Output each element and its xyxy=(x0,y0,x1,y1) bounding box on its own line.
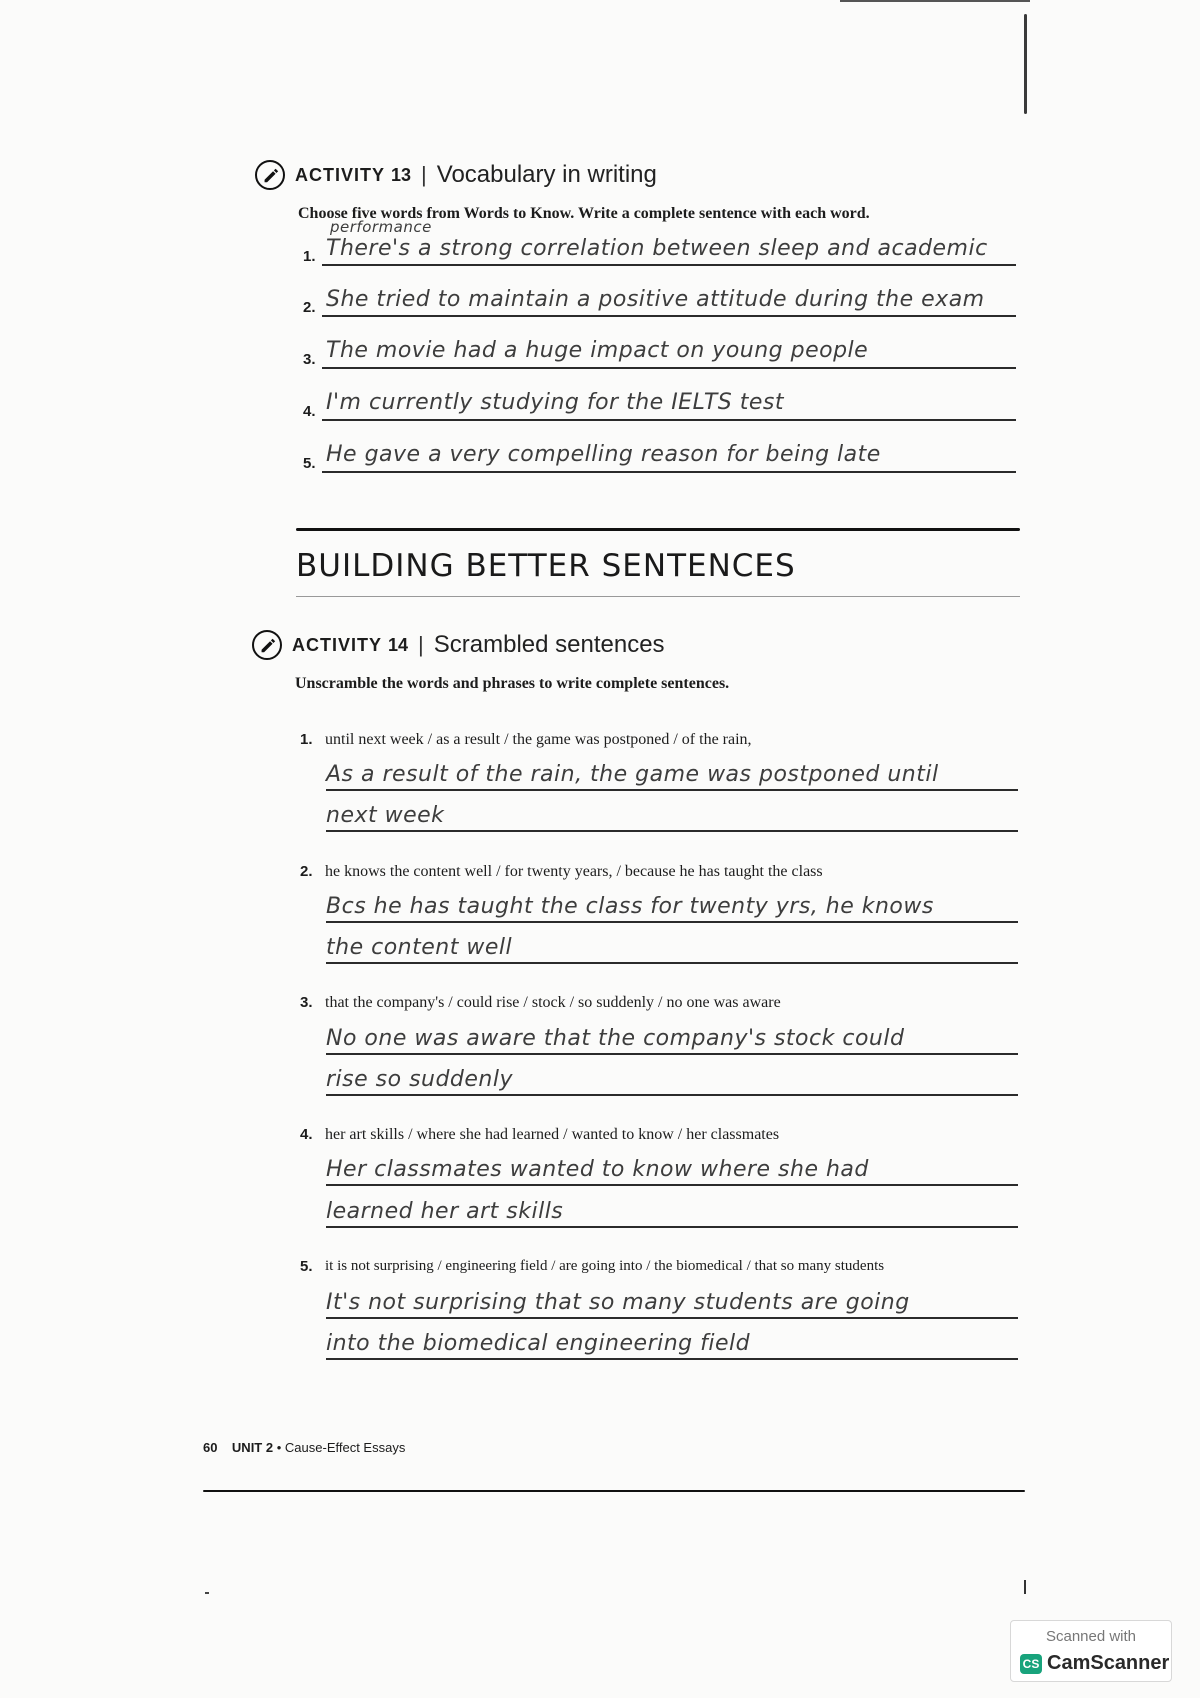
camscanner-brand: CamScanner xyxy=(1047,1652,1170,1674)
answer-text: Bcs he has taught the class for twenty yrs, he knows xyxy=(326,894,934,919)
page-edge-right xyxy=(1024,14,1027,114)
answer-text: As a result of the rain, the game was postponed until xyxy=(326,762,939,787)
answer-line xyxy=(326,962,1018,964)
answer-line xyxy=(326,921,1018,923)
answer-line xyxy=(322,264,1016,266)
answer-text: I'm currently studying for the IELTS test xyxy=(326,390,784,415)
page-footer xyxy=(203,1440,405,1455)
answer-line xyxy=(322,419,1016,421)
item-number: 2. xyxy=(300,863,313,880)
activity-title: Scrambled sentences xyxy=(433,631,665,658)
camscanner-badge xyxy=(1010,1620,1172,1682)
answer-line xyxy=(326,789,1018,791)
section-bottom-rule xyxy=(296,596,1020,597)
item-number: 2. xyxy=(303,299,316,316)
handwritten-annotation: performance xyxy=(330,218,432,236)
section-top-rule xyxy=(296,528,1020,531)
pencil-icon xyxy=(255,160,285,190)
scramble-prompt: her art skills / where she had learned / wanted to know / her classmates xyxy=(325,1126,780,1143)
activity-number: 14 xyxy=(388,634,409,655)
answer-line xyxy=(326,1226,1018,1228)
activity-13-instructions: Choose five words from Words to Know. Write a complete sentence with each word. xyxy=(298,205,870,222)
answer-text: learned her art skills xyxy=(326,1199,564,1224)
camscanner-logo-icon: CS xyxy=(1020,1654,1042,1674)
answer-text: No one was aware that the company's stock could xyxy=(326,1026,905,1051)
section-heading: BUILDING BETTER SENTENCES xyxy=(296,548,796,584)
answer-line xyxy=(322,471,1016,473)
page-number: 60 xyxy=(203,1440,218,1455)
unit-label: UNIT 2 xyxy=(231,1440,274,1455)
scanned-with-label: Scanned with xyxy=(1045,1628,1137,1645)
answer-line xyxy=(326,1053,1018,1055)
scramble-prompt: that the company's / could rise / stock / so suddenly / no one was aware xyxy=(325,994,781,1011)
item-number: 4. xyxy=(303,403,316,420)
answer-line xyxy=(322,367,1016,369)
answer-line xyxy=(322,315,1016,317)
answer-text: Her classmates wanted to know where she had xyxy=(326,1157,869,1182)
page-edge-right-mark xyxy=(1024,1580,1026,1594)
footer-rule xyxy=(203,1490,1025,1492)
answer-text: rise so suddenly xyxy=(326,1067,514,1092)
activity-label: ACTIVITY xyxy=(292,634,383,655)
activity-13-header xyxy=(255,160,657,190)
answer-line xyxy=(326,830,1018,832)
activity-title: Vocabulary in writing xyxy=(436,161,657,188)
footer-dot: • xyxy=(276,1440,282,1455)
answer-text: He gave a very compelling reason for being late xyxy=(326,442,881,467)
unit-title: Cause-Effect Essays xyxy=(284,1440,406,1455)
scramble-prompt: he knows the content well / for twenty years, / because he has taught the class xyxy=(325,863,823,880)
item-number: 3. xyxy=(303,351,316,368)
item-number: 5. xyxy=(300,1258,313,1275)
item-number: 4. xyxy=(300,1126,313,1143)
answer-line xyxy=(326,1094,1018,1096)
item-number: 5. xyxy=(303,455,316,472)
answer-line xyxy=(326,1358,1018,1360)
answer-line xyxy=(326,1317,1018,1319)
activity-label: ACTIVITY xyxy=(295,164,386,185)
scramble-prompt: until next week / as a result / the game was postponed / of the rain, xyxy=(325,731,752,748)
scramble-prompt: it is not surprising / engineering field / are going into / the biomedical / that so many students xyxy=(325,1258,885,1274)
answer-text: the content well xyxy=(326,935,513,960)
pencil-icon xyxy=(252,630,282,660)
answer-text: She tried to maintain a positive attitude during the exam xyxy=(326,287,985,312)
answer-text: It's not surprising that so many students are going xyxy=(326,1290,910,1315)
item-number: 1. xyxy=(303,248,316,265)
answer-text: into the biomedical engineering field xyxy=(326,1331,751,1356)
answer-text: The movie had a huge impact on young people xyxy=(326,338,869,363)
item-number: 3. xyxy=(300,994,313,1011)
activity-number: 13 xyxy=(391,164,412,185)
page-edge-left-mark xyxy=(205,1592,209,1594)
answer-text: There's a strong correlation between sleep and academic xyxy=(326,236,988,261)
page-edge-top xyxy=(840,0,1030,2)
activity-14-instructions: Unscramble the words and phrases to write complete sentences. xyxy=(295,675,730,692)
activity-separator: | xyxy=(421,162,427,187)
answer-text: next week xyxy=(326,803,445,828)
activity-separator: | xyxy=(418,632,424,657)
item-number: 1. xyxy=(300,731,313,748)
activity-14-header xyxy=(252,630,665,660)
answer-line xyxy=(326,1184,1018,1186)
